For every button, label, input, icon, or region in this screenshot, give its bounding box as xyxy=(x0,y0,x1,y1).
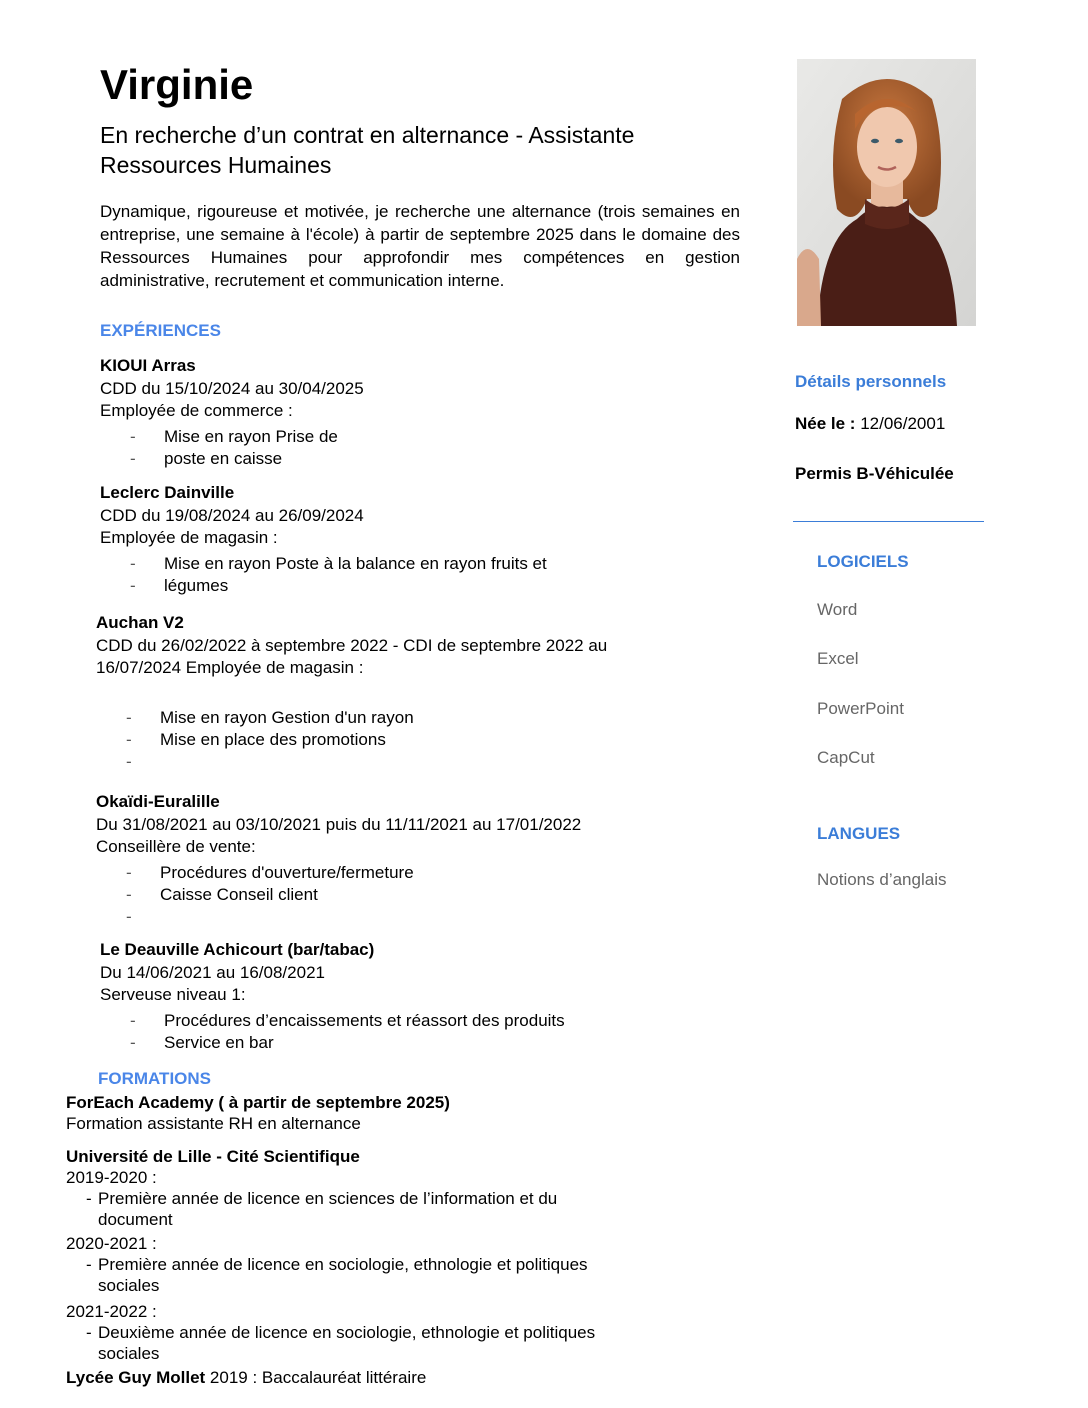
school-name: Lycée Guy Mollet xyxy=(66,1368,206,1387)
employer-name: Le Deauville Achicourt (bar/tabac) xyxy=(100,940,375,959)
task-list xyxy=(126,707,736,773)
education-description: 2019 : Baccalauréat littéraire xyxy=(205,1368,427,1387)
list-item: - xyxy=(126,907,132,926)
list-item: - Mise en rayon Prise de xyxy=(130,427,338,446)
languages-heading: LANGUES xyxy=(817,824,901,843)
employment-dates: CDD du 15/10/2024 au 30/04/2025 xyxy=(100,379,364,398)
experience-entry xyxy=(96,612,736,773)
school-name: Université de Lille - Cité Scientifique xyxy=(66,1147,360,1166)
employer-name: Okaïdi-Euralille xyxy=(96,792,220,811)
employer-name: Leclerc Dainville xyxy=(100,483,235,502)
list-item: - Deuxième année de licence en sociologie, ethnologie et politiques sociales xyxy=(86,1323,596,1363)
employer-name: Auchan V2 xyxy=(96,613,184,632)
birth-date xyxy=(795,413,945,435)
birth-label: Née le : xyxy=(795,414,856,433)
employment-dates: Du 14/06/2021 au 16/08/2021 xyxy=(100,963,325,982)
candidate-name: Virginie xyxy=(100,61,254,108)
school-name: ForEach Academy ( à partir de septembre 2025) xyxy=(66,1093,450,1112)
education-year: 2019-2020 : xyxy=(66,1168,157,1187)
list-item: - Caisse Conseil client xyxy=(126,885,318,904)
profile-summary: Dynamique, rigoureuse et motivée, je recherche une alternance (trois semaines en entreprise, une semaine à l'école) à partir de septembre 2025 dans le domaine des Ressources Humaines pour approfondir mes compétences en gestion administrative, recrutement et communication interne. xyxy=(100,202,740,290)
employment-dates: CDD du 26/02/2022 à septembre 2022 - CDI de septembre 2022 au xyxy=(96,636,608,655)
list-item: - xyxy=(126,752,132,771)
employment-dates: Du 31/08/2021 au 03/10/2021 puis du 11/11/2021 au 17/01/2022 xyxy=(96,815,582,834)
job-role: Employée de magasin : xyxy=(100,528,278,547)
software-item: Word xyxy=(817,600,858,619)
list-item: - Première année de licence en sociologie, ethnologie et politiques sociales xyxy=(86,1255,588,1295)
list-item: - Procédures d'ouverture/fermeture xyxy=(126,863,414,882)
list-item: - poste en caisse xyxy=(130,449,283,468)
list-item: - Mise en rayon Poste à la balance en rayon fruits et xyxy=(130,554,547,573)
list-item: - Mise en place des promotions xyxy=(126,730,386,749)
language-item: Notions d’anglais xyxy=(817,870,947,889)
job-role: 16/07/2024 Employée de magasin : xyxy=(96,658,364,677)
education-section xyxy=(66,1092,686,1388)
experience-entry xyxy=(100,482,740,597)
personal-details-heading: Détails personnels xyxy=(795,372,947,391)
software-item: PowerPoint xyxy=(817,699,904,718)
experiences-heading: EXPÉRIENCES xyxy=(100,321,221,340)
list-item: - Première année de licence en sciences de l’information et du document xyxy=(86,1189,558,1229)
driving-licence: Permis B-Véhiculée xyxy=(795,464,954,483)
list-item: - Procédures d’encaissements et réassort des produits xyxy=(130,1011,565,1030)
experience-entry xyxy=(100,355,740,470)
sidebar-divider xyxy=(793,521,984,522)
list-item: - légumes xyxy=(130,576,229,595)
job-role: Conseillère de vente: xyxy=(96,837,256,856)
employment-dates: CDD du 19/08/2024 au 26/09/2024 xyxy=(100,506,364,525)
experience-entry xyxy=(100,939,740,1054)
birth-value: 12/06/2001 xyxy=(855,414,946,433)
task-list xyxy=(130,553,740,597)
task-list xyxy=(130,426,740,470)
job-objective: En recherche d’un contrat en alternance - Assistante Ressources Humaines xyxy=(100,122,635,178)
list-item: - Service en bar xyxy=(130,1033,274,1052)
lycee-entry xyxy=(66,1367,686,1388)
job-role: Employée de commerce : xyxy=(100,401,293,420)
employer-name: KIOUI Arras xyxy=(100,356,196,375)
formations-heading: FORMATIONS xyxy=(98,1069,212,1088)
task-list xyxy=(130,1010,740,1054)
profile-photo xyxy=(797,59,976,326)
experience-entry xyxy=(96,791,736,928)
job-role: Serveuse niveau 1: xyxy=(100,985,246,1004)
education-year: 2021-2022 : xyxy=(66,1302,157,1321)
education-description: Formation assistante RH en alternance xyxy=(66,1114,361,1133)
software-item: Excel xyxy=(817,649,859,668)
software-heading: LOGICIELS xyxy=(817,552,909,571)
software-item: CapCut xyxy=(817,748,875,767)
list-item: - Mise en rayon Gestion d'un rayon xyxy=(126,708,414,727)
task-list xyxy=(126,862,736,928)
education-year: 2020-2021 : xyxy=(66,1234,157,1253)
